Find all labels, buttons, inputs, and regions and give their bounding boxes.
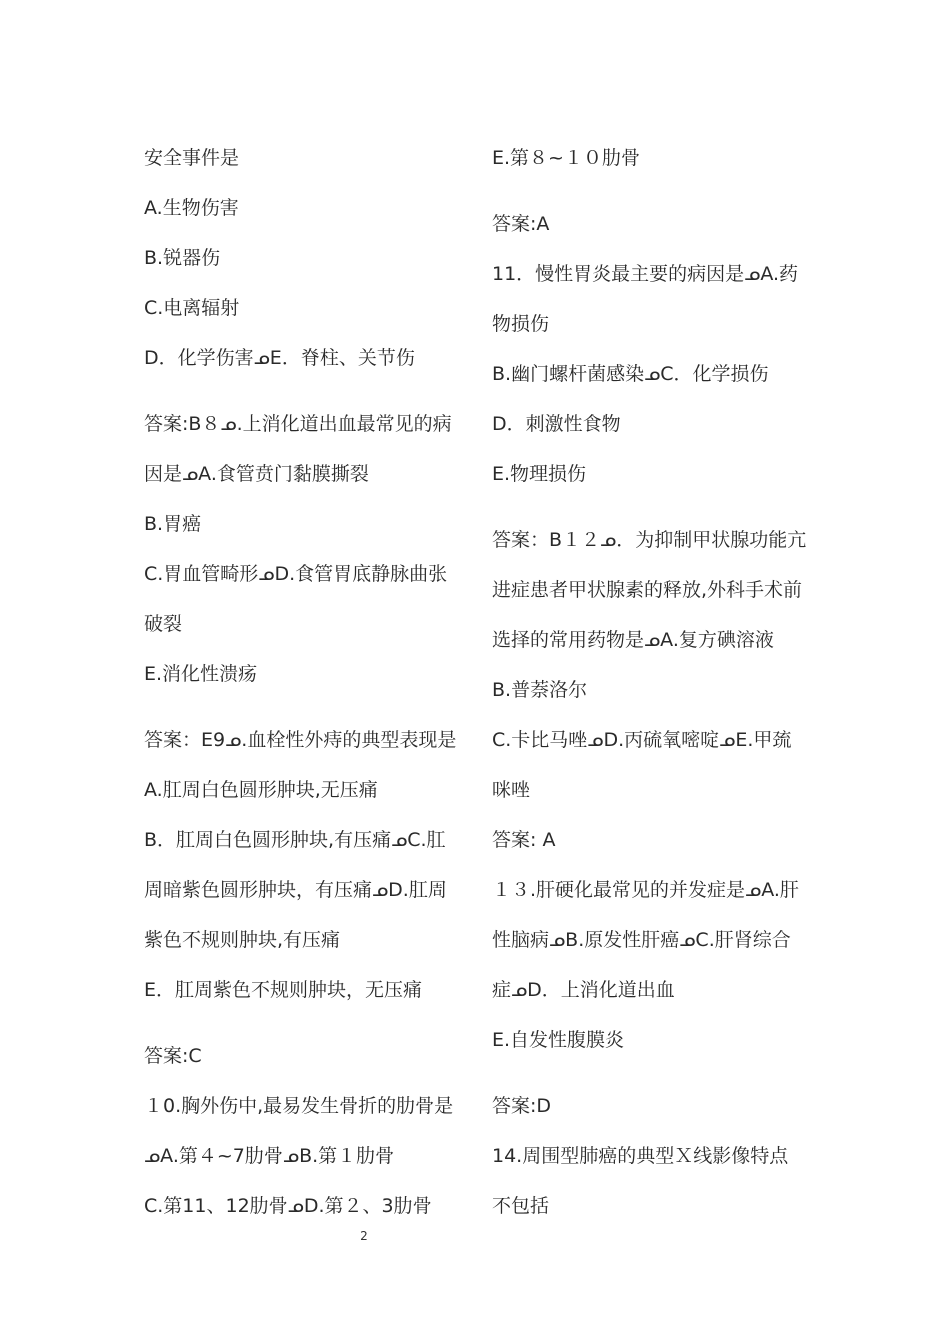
answer-question-line: 答案：E9ᓄ.血栓性外痔的典型表现是 — [144, 729, 457, 751]
question-line: 11．慢性胃炎最主要的病因是ᓄA.药 — [492, 263, 799, 285]
option-line: 症ᓄD．上消化道出血 — [492, 979, 675, 1001]
option-line: E.第８~１０肋骨 — [492, 147, 640, 169]
option-line: B．肛周白色圆形肿块,有压痛ᓄC.肛 — [144, 829, 446, 851]
text-line: 不包括 — [492, 1195, 550, 1217]
option-line: A.生物伤害 — [144, 197, 239, 219]
option-line: E.物理损伤 — [492, 463, 587, 485]
answer-line: 答案:C — [144, 1045, 202, 1067]
question-line: １0.胸外伤中,最易发生骨折的肋骨是 — [144, 1095, 454, 1117]
text-line: 选择的常用药物是ᓄA.复方碘溶液 — [492, 629, 774, 651]
answer-question-line: 答案：B１２ᓄ．为抑制甲状腺功能亢 — [492, 529, 807, 551]
right-column — [492, 133, 822, 1231]
option-line: C.电离辐射 — [144, 297, 240, 319]
option-line: D．刺激性食物 — [492, 413, 621, 435]
text-line: 咪唑 — [492, 779, 531, 801]
option-line: 周暗紫色圆形肿块，有压痛ᓄD.肛周 — [144, 879, 447, 901]
option-line: C.胃血管畸形ᓄD.食管胃底静脉曲张 — [144, 563, 448, 585]
option-line: C.第11、12肋骨ᓄD.第２、3肋骨 — [144, 1195, 432, 1217]
option-line: 性脑病ᓄB.原发性肝癌ᓄC.肝肾综合 — [492, 929, 791, 951]
question-line: １３.肝硬化最常见的并发症是ᓄA.肝 — [492, 879, 799, 901]
page-number: 2 — [360, 1229, 368, 1243]
option-text: B.胃癌 — [144, 513, 202, 535]
option-line: B.普萘洛尔 — [492, 679, 588, 701]
option-line: C.卡比马唑ᓄD.丙硫氧嘧啶ᓄE.甲巯 — [492, 729, 792, 751]
left-column — [144, 133, 474, 1231]
option-line: D．化学伤害ᓄE．脊柱、关节伤 — [144, 347, 415, 369]
answer-line: 答案:A — [492, 213, 550, 235]
text-line: 物损伤 — [492, 313, 550, 335]
text-line: 安全事件是 — [144, 147, 240, 169]
option-line: B.幽门螺杆菌感染ᓄC．化学损伤 — [492, 363, 769, 385]
text-line: 进症患者甲状腺素的释放,外科手术前 — [492, 579, 803, 601]
answer-line: 答案:D — [492, 1095, 552, 1117]
answer-question-line: 答案:B８ᓄ.上消化道出血最常见的病 — [144, 413, 452, 435]
option-line: E．肛周紫色不规则肿块，无压痛 — [144, 979, 423, 1001]
option-line: 紫色不规则肿块,有压痛 — [144, 929, 341, 951]
option-line: ᓄA.第４~7肋骨ᓄB.第１肋骨 — [144, 1145, 395, 1167]
text-line: 破裂 — [144, 613, 183, 635]
text-line: 因是ᓄA.食管贲门黏膜撕裂 — [144, 463, 369, 485]
option-line: A.肛周白色圆形肿块,无压痛 — [144, 779, 378, 801]
question-line: 14.周围型肺癌的典型Ｘ线影像特点 — [492, 1145, 789, 1167]
answer-line: 答案: A — [492, 829, 556, 851]
option-line: B.锐器伤 — [144, 247, 221, 269]
option-line: E.自发性腹膜炎 — [492, 1029, 625, 1051]
option-line: E.消化性溃疡 — [144, 663, 258, 685]
option-line — [144, 499, 474, 549]
